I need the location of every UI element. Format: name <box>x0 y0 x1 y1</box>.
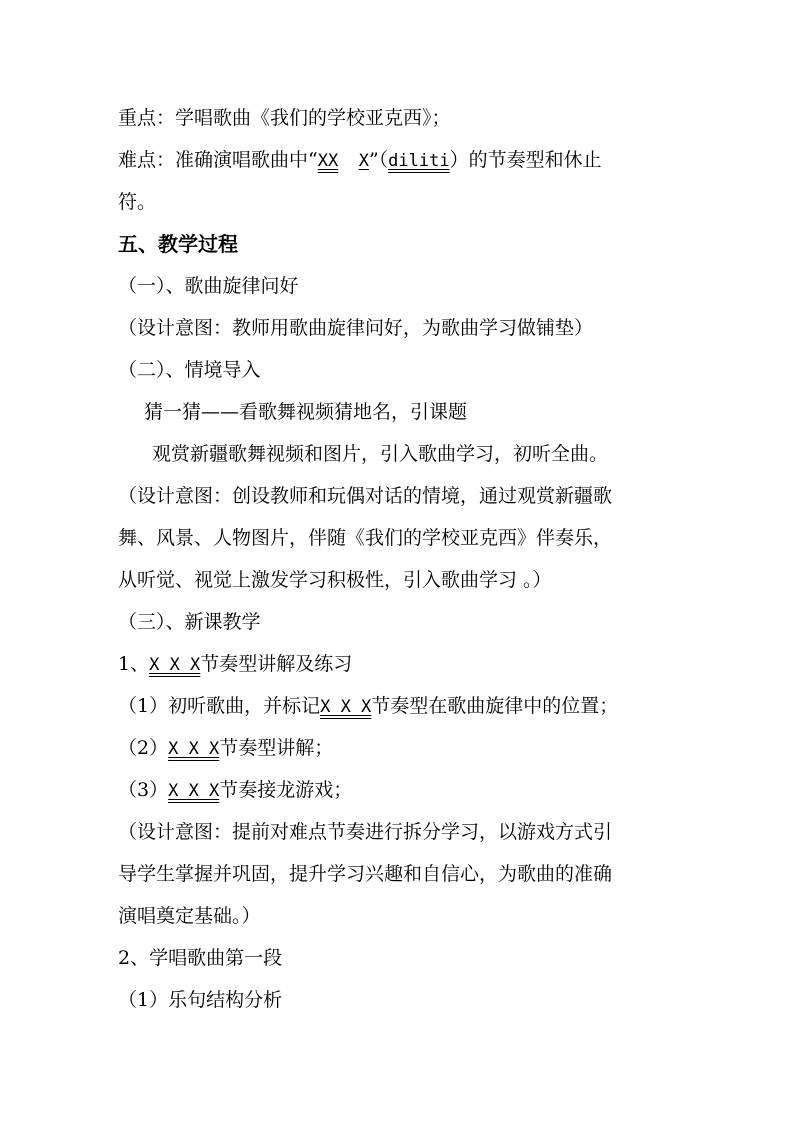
rhythm-notation-gap <box>338 151 358 171</box>
difficulty-text-post: ）的节奏型和休止 <box>449 149 602 171</box>
step-2-post: 节奏型讲解； <box>219 737 334 759</box>
difficulty-text-mid: ”（ <box>368 149 389 171</box>
design-intent-3-line-3: 演唱奠定基础。） <box>118 905 261 927</box>
rhythm-pattern: X X X <box>149 655 201 675</box>
subsection-1-title: （一）、歌曲旋律问好 <box>118 275 299 297</box>
step-3-post: 节奏接龙游戏； <box>219 779 353 801</box>
difficulty-text-pre: 难点：准确演唱歌曲中“ <box>118 149 318 171</box>
subsection-3-title: （三）、新课教学 <box>118 611 261 633</box>
key-point-line: 重点：学唱歌曲《我们的学校亚克西》； <box>118 107 451 129</box>
step-2-pre: （2） <box>118 737 169 759</box>
item-1-title <box>118 650 352 678</box>
step-3-line <box>118 776 352 804</box>
step-1-post: 节奏型在歌曲旋律中的位置； <box>371 695 619 717</box>
difficulty-line <box>118 146 602 174</box>
step-3-pre: （3） <box>118 779 169 801</box>
rhythm-syllables: diliti <box>388 151 450 171</box>
rhythm-pattern: X X X <box>168 739 220 759</box>
design-intent-2-line-2: 舞、风景、人物图片，伴随《我们的学校亚克西》伴奏乐， <box>118 527 613 549</box>
design-intent-2-line-1: （设计意图：创设教师和玩偶对话的情境，通过观赏新疆歌 <box>118 485 613 507</box>
step-2-line <box>118 734 333 762</box>
guess-activity-line: 猜一猜——看歌舞视频猜地名，引课题 <box>144 401 468 423</box>
rhythm-notation-single: X <box>358 151 369 171</box>
watch-video-line: 观赏新疆歌舞视频和图片，引入歌曲学习，初听全曲。 <box>152 443 609 465</box>
design-intent-1: （设计意图：教师用歌曲旋律问好，为歌曲学习做铺垫） <box>118 317 594 339</box>
subsection-2-title: （二）、情境导入 <box>118 359 261 381</box>
rhythm-pattern: X X X <box>320 697 372 717</box>
item-1-number: 1、 <box>118 653 150 675</box>
rhythm-pattern: X X X <box>168 781 220 801</box>
item-2-step-1: （1）乐句结构分析 <box>118 989 283 1011</box>
item-2-title: 2、学唱歌曲第一段 <box>118 947 283 969</box>
item-1-text: 节奏型讲解及练习 <box>200 653 353 675</box>
section-heading-teaching-process: 五、教学过程 <box>118 232 238 256</box>
rhythm-notation-double: XX <box>317 151 339 171</box>
design-intent-3-line-2: 导学生掌握并巩固，提升学习兴趣和自信心，为歌曲的准确 <box>118 863 613 885</box>
step-1-line <box>118 692 618 720</box>
design-intent-3-line-1: （设计意图：提前对难点节奏进行拆分学习，以游戏方式引 <box>118 821 613 843</box>
difficulty-line-cont: 符。 <box>118 191 157 213</box>
step-1-pre: （1）初听歌曲，并标记 <box>118 695 321 717</box>
design-intent-2-line-3: 从听觉、视觉上激发学习积极性，引入歌曲学习 。） <box>118 569 552 591</box>
